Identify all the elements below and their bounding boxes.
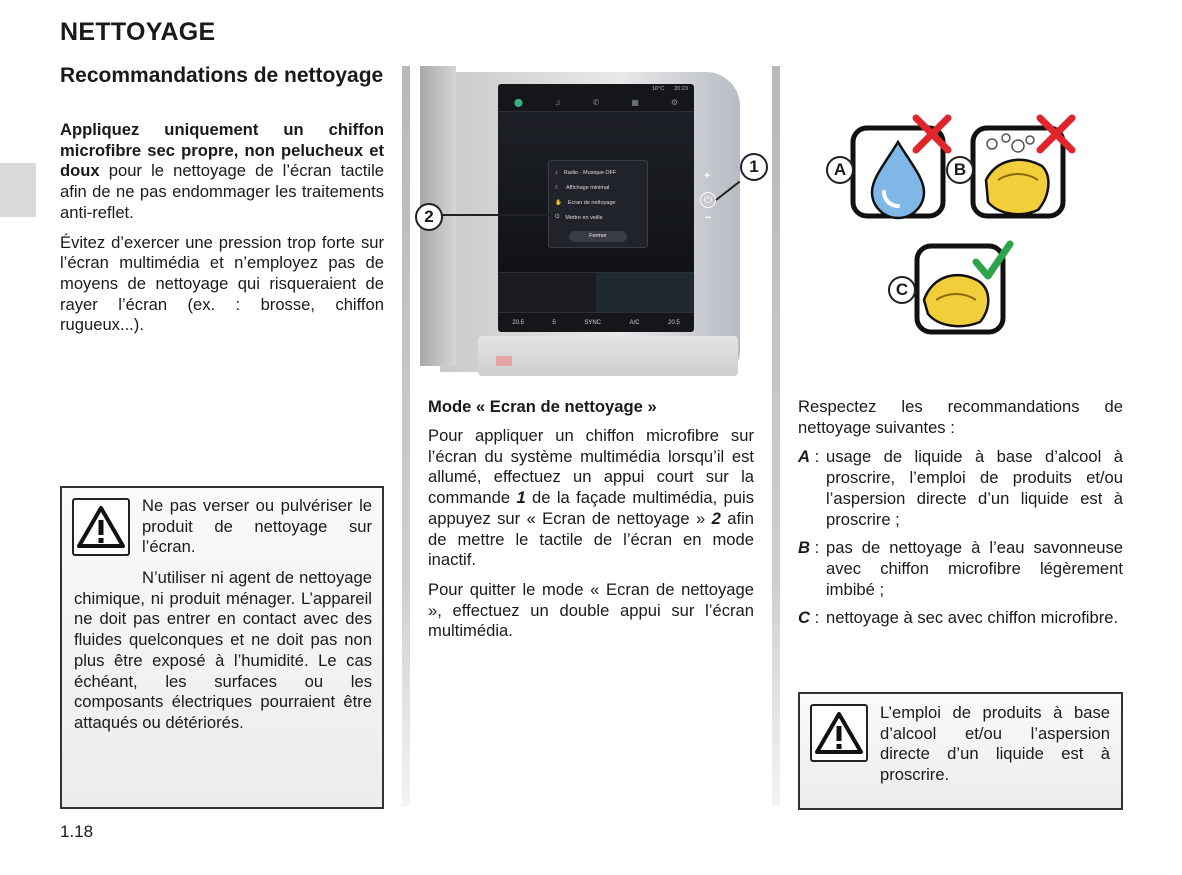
mode-paragraph-2: Pour quitter le mode « Ecran de nettoyage », effectuez un double appui sur l’écran multimédia. xyxy=(428,579,754,641)
nav-settings-icon: ⚙ xyxy=(670,98,679,107)
menu-item-standby-label: Mettre en veille xyxy=(565,214,603,221)
warning-text-1: Ne pas verser ou pulvériser le produit de nettoyage sur l’écran. xyxy=(142,496,372,557)
illustration-a-alcohol xyxy=(853,118,948,218)
fan-level[interactable]: 5 xyxy=(552,319,556,326)
temp-right[interactable]: 20.5 xyxy=(668,319,680,326)
recommendation-c xyxy=(798,608,1123,629)
dashboard-panel xyxy=(478,336,738,376)
power-small-icon: ⏻ xyxy=(555,214,560,220)
recommendation-b xyxy=(798,538,1123,600)
intro-bold: Appliquez uniquement un chiffon microfibre sec propre, non pelucheux et doux xyxy=(60,120,384,181)
callout-2: 2 xyxy=(415,203,443,231)
hazard-button xyxy=(496,356,512,366)
menu-item-radio-label: Radio - Musique OFF xyxy=(563,169,617,176)
cleaning-icon: ✋ xyxy=(555,199,562,206)
menu-item-minimal-label: Affichage minimal xyxy=(565,184,610,191)
power-button-icon[interactable]: ⏻ xyxy=(700,192,716,208)
sync-button[interactable]: SYNC xyxy=(584,319,601,326)
recommendation-a xyxy=(798,447,1123,530)
column-divider-2 xyxy=(772,66,780,806)
label-a: A xyxy=(826,156,854,184)
pressure-paragraph: Évitez d’exercer une pression trop forte sur l’écran multimédia et n’employez pas de moyens de nettoyage qui risqueraient de rayer l’écran (ex. : brosse, chiffon rugueux...). xyxy=(60,232,384,335)
nav-music-icon: ♫ xyxy=(554,98,561,107)
status-time: 20:23 xyxy=(674,86,688,92)
nav-apps-icon: ▦ xyxy=(631,98,639,107)
illustration-b-soapy xyxy=(973,118,1072,216)
column-divider-1 xyxy=(402,66,410,806)
menu-item-standby[interactable] xyxy=(555,210,641,225)
warning-icon xyxy=(72,498,130,556)
menu-item-radio[interactable] xyxy=(555,165,641,180)
rec-c-key: C xyxy=(798,608,810,628)
rec-c-sep: : xyxy=(809,608,820,628)
warning-box-right xyxy=(798,692,1123,810)
ac-button[interactable]: A/C xyxy=(629,319,640,326)
warning-icon-right xyxy=(810,704,868,762)
climate-bar xyxy=(498,312,694,332)
left-text xyxy=(60,120,384,345)
nav-phone-icon: ✆ xyxy=(592,98,600,107)
music-note-icon: ♪ xyxy=(555,169,558,176)
page-title: NETTOYAGE xyxy=(60,18,216,46)
chapter-tab xyxy=(0,163,36,217)
rec-b-text: pas de nettoyage à l’eau savonneuse avec chiffon microfibre légèrement imbibé ; xyxy=(826,538,1123,599)
page-number: 1.18 xyxy=(60,822,94,841)
rec-b-key: B xyxy=(798,538,810,558)
mode-p1-a: Pour appliquer un chiffon microfibre sur l’écran du système multimédia lorsqu’il est allumé, effectuez un appui court sur la commande xyxy=(428,426,754,508)
moon-icon: ☾ xyxy=(555,184,560,191)
callout-1: 1 xyxy=(740,153,768,181)
widget-left xyxy=(498,272,596,312)
menu-item-cleaning[interactable] xyxy=(555,195,641,210)
warning-box-left xyxy=(60,486,384,809)
cleaning-illustrations xyxy=(820,110,1090,340)
rec-a-sep: : xyxy=(809,447,820,467)
widget-right xyxy=(596,272,694,312)
label-c: C xyxy=(888,276,916,304)
intro-rest: pour le nettoyage de l’écran tactile afin de ne pas endommager les traitements anti-reflet. xyxy=(60,161,384,222)
volume-minus-icon: − xyxy=(705,212,712,224)
volume-plus-icon: + xyxy=(704,170,711,182)
menu-item-cleaning-label: Ecran de nettoyage xyxy=(567,199,616,206)
illustration-c-dry xyxy=(917,244,1010,332)
menu-item-minimal[interactable] xyxy=(555,180,641,195)
mode-p1-c: de la façade multimédia, puis appuyez sur « Ecran de nettoyage » xyxy=(428,488,754,528)
intro-paragraph xyxy=(60,120,384,224)
status-temp: 16°C xyxy=(651,86,665,92)
multimedia-screen xyxy=(498,84,694,332)
nav-map-icon: ⬤ xyxy=(513,98,523,107)
rec-a-key: A xyxy=(798,447,810,467)
screen-nav-bar xyxy=(498,94,694,112)
warning-text-2: N’utiliser ni agent de nettoyage chimique, ni produit ménager. L’appareil ne doit pas entrer en contact avec des fluides quelconques et ne doit pas non plus être exposé à l’humidité. Le cas échéant, les surfaces ou les composants électriques pourraient être attaqués ou détériorés. xyxy=(74,568,372,732)
mode-p1-e: afin de mettre le tactile de l’écran en mode inactif. xyxy=(428,508,754,570)
mode-p1-ref2: 2 xyxy=(711,508,721,528)
temp-left[interactable]: 20.5 xyxy=(512,319,524,326)
section-title: Recommandations de nettoyage xyxy=(60,64,384,87)
right-intro: Respectez les recommandations de nettoyage suivantes : xyxy=(798,397,1123,437)
quick-menu xyxy=(548,160,648,248)
middle-text xyxy=(428,426,754,651)
right-text xyxy=(798,397,1123,637)
close-menu-button[interactable]: Fermer xyxy=(569,231,627,242)
rec-c-text: nettoyage à sec avec chiffon microfibre. xyxy=(826,608,1119,628)
status-bar xyxy=(498,84,694,94)
multimedia-illustration xyxy=(420,66,770,381)
callout-line-2 xyxy=(442,214,554,216)
rec-b-sep: : xyxy=(809,538,820,558)
mode-p1-ref1: 1 xyxy=(516,488,526,508)
warning-text-right: L’emploi de produits à base d’alcool et/ou l’aspersion directe d’un liquide est à proscrire. xyxy=(880,703,1110,785)
mode-paragraph-1 xyxy=(428,426,754,571)
mode-heading: Mode « Ecran de nettoyage » xyxy=(428,397,657,416)
rec-a-text: usage de liquide à base d’alcool à proscrire, l’emploi de produits et/ou l’aspersion directe d’un liquide est à proscrire ; xyxy=(826,447,1123,529)
label-b: B xyxy=(946,156,974,184)
